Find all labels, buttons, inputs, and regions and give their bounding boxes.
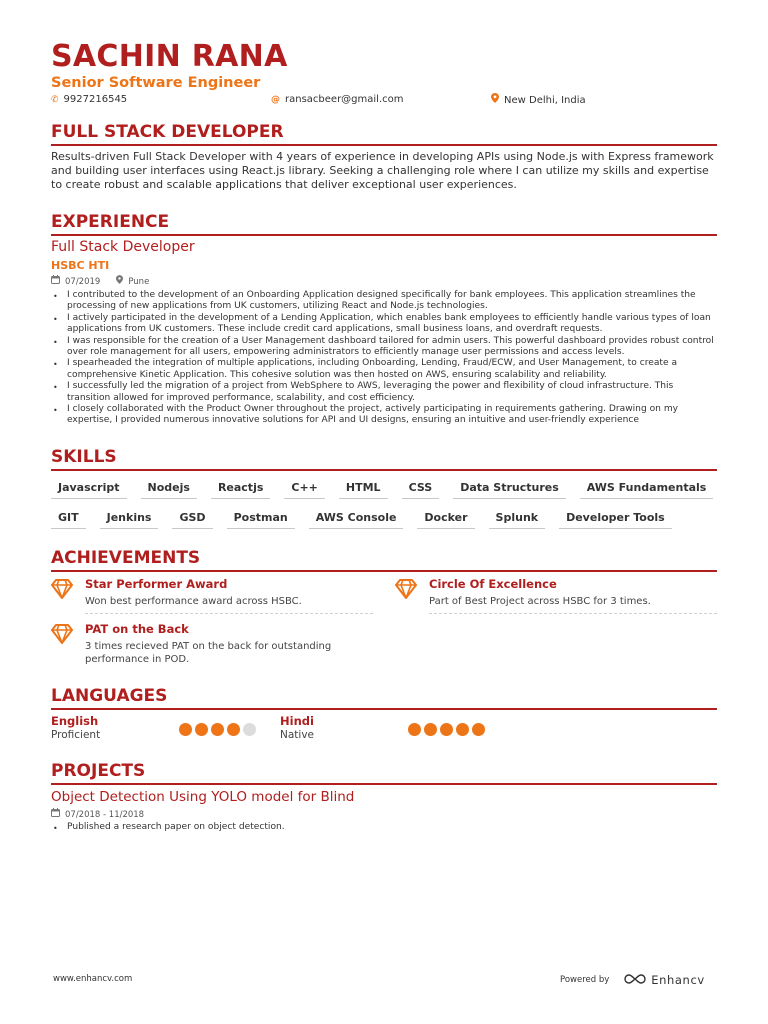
footer-branding xyxy=(560,970,705,989)
skill-tag: HTML xyxy=(339,478,388,499)
rating-dot-filled xyxy=(195,723,208,736)
language-rating xyxy=(408,723,485,736)
list-item: • I was responsible for the creation of a User Management dashboard tailored for admin users. This powerful dashboard provides robust control over role management for all users, empowering administrators to efficiently manage user permissions and access levels. xyxy=(51,336,717,359)
project-meta xyxy=(51,808,144,821)
location-pin-icon xyxy=(491,93,499,108)
skill-tag: Postman xyxy=(227,508,295,529)
rating-dot-filled xyxy=(424,723,437,736)
achievement-desc: Won best performance award across HSBC. xyxy=(85,596,302,607)
calendar-icon xyxy=(51,275,60,288)
experience-meta xyxy=(51,275,149,288)
rating-dot-filled xyxy=(472,723,485,736)
skill-tag: C++ xyxy=(284,478,325,499)
divider xyxy=(429,613,717,614)
languages-heading: LANGUAGES xyxy=(51,686,717,710)
phone-text: 9927216545 xyxy=(63,94,128,105)
language-level: Proficient xyxy=(51,729,101,741)
experience-bullets xyxy=(51,290,717,427)
skill-tag: AWS Console xyxy=(309,508,404,529)
experience-location: Pune xyxy=(128,276,150,287)
powered-by-text: Powered by xyxy=(560,974,610,985)
list-item: • I actively participated in the development of a Lending Application, which enables bank employees to efficiently handle various types of loan applications from UK customers. These include credit card applications, small business loans, and overdraft requests. xyxy=(51,313,717,336)
skill-tag: Reactjs xyxy=(211,478,270,499)
skills-list xyxy=(51,478,717,529)
skill-tag: Data Structures xyxy=(453,478,566,499)
list-item: • I closely collaborated with the Product Owner throughout the project, actively participating in requirements gathering. Drawing on my expertise, I provided numerous innovative solutions for API and UI designs, ensuring an intuitive and user-friendly experience xyxy=(51,404,717,427)
candidate-name: SACHIN RANA xyxy=(51,39,288,74)
contact-email[interactable] xyxy=(271,93,404,107)
list-item: • I contributed to the development of an Onboarding Application designed specifically for bank employees. This application streamlines the processing of new applications from UK customers, utilizing React and Node.js technologies. xyxy=(51,290,717,313)
experience-heading: EXPERIENCE xyxy=(51,212,717,236)
rating-dot-filled xyxy=(440,723,453,736)
email-text[interactable]: ransacbeer@gmail.com xyxy=(285,94,404,105)
skill-tag: Developer Tools xyxy=(559,508,672,529)
skill-tag: CSS xyxy=(402,478,440,499)
achievement-title: Circle Of Excellence xyxy=(429,577,557,591)
skill-tag: GIT xyxy=(51,508,86,529)
language-name: English xyxy=(51,714,99,728)
achievement-title: Star Performer Award xyxy=(85,577,228,591)
location-pin-icon xyxy=(116,275,123,288)
projects-heading: PROJECTS xyxy=(51,761,717,785)
contact-phone xyxy=(51,93,127,107)
language-level: Native xyxy=(280,729,314,741)
footer-website[interactable]: www.enhancv.com xyxy=(53,974,133,984)
phone-icon: ✆ xyxy=(51,95,59,105)
achievement-desc: 3 times recieved PAT on the back for outstanding performance in POD. xyxy=(85,641,332,665)
divider xyxy=(85,613,373,614)
project-date: 07/2018 - 11/2018 xyxy=(65,809,145,820)
list-item: • I successfully led the migration of a project from WebSphere to AWS, leveraging the power and flexibility of cloud infrastructure. This transition allowed for improved performance, scalability, and cost efficiency. xyxy=(51,381,717,404)
rating-dot-filled xyxy=(211,723,224,736)
skill-tag: Splunk xyxy=(489,508,546,529)
achievement-desc: Part of Best Project across HSBC for 3 times. xyxy=(429,596,651,607)
experience-company: HSBC HTI xyxy=(51,259,110,272)
project-title: Object Detection Using YOLO model for Blind xyxy=(51,789,355,805)
project-bullets xyxy=(51,822,717,834)
language-name: Hindi xyxy=(280,714,314,728)
at-icon: @ xyxy=(271,95,280,105)
experience-role: Full Stack Developer xyxy=(51,239,195,255)
calendar-icon xyxy=(51,808,60,821)
skill-tag: Docker xyxy=(417,508,474,529)
contact-location xyxy=(491,93,586,108)
rating-dot-empty xyxy=(243,723,256,736)
skill-tag: Javascript xyxy=(51,478,127,499)
location-text: New Delhi, India xyxy=(504,94,586,106)
skill-tag: Nodejs xyxy=(141,478,197,499)
summary-text: Results-driven Full Stack Developer with 4 years of experience in developing APIs using Node.js with Express framework and building user interfaces using React.js library. Seeking a challenging role where I can utilize my skills and expertise to create robust and scalable applications that deliver exceptional user experiences. xyxy=(51,150,714,191)
achievement-title: PAT on the Back xyxy=(85,622,189,636)
list-item: • Published a research paper on object detection. xyxy=(51,822,717,834)
skill-tag: Jenkins xyxy=(100,508,159,529)
enhancv-logo-icon xyxy=(623,970,647,989)
enhancv-brand: Enhancv xyxy=(651,972,705,987)
experience-date: 07/2019 xyxy=(65,276,101,287)
diamond-icon xyxy=(51,579,73,599)
rating-dot-filled xyxy=(227,723,240,736)
rating-dot-filled xyxy=(456,723,469,736)
diamond-icon xyxy=(395,579,417,599)
summary-heading: FULL STACK DEVELOPER xyxy=(51,122,717,146)
candidate-title: Senior Software Engineer xyxy=(51,75,261,91)
rating-dot-filled xyxy=(408,723,421,736)
language-rating xyxy=(179,723,256,736)
rating-dot-filled xyxy=(179,723,192,736)
diamond-icon xyxy=(51,624,73,644)
achievements-heading: ACHIEVEMENTS xyxy=(51,548,717,572)
list-item: • I spearheaded the integration of multiple applications, including Onboarding, Lending, Fraud/ECW, and User Management, to create a comprehensive Kinetic Application. This cohesive solution was then hosted on AWS, ensuring scalability and reliability. xyxy=(51,358,717,381)
skill-tag: GSD xyxy=(172,508,212,529)
skills-heading: SKILLS xyxy=(51,447,717,471)
skill-tag: AWS Fundamentals xyxy=(580,478,714,499)
